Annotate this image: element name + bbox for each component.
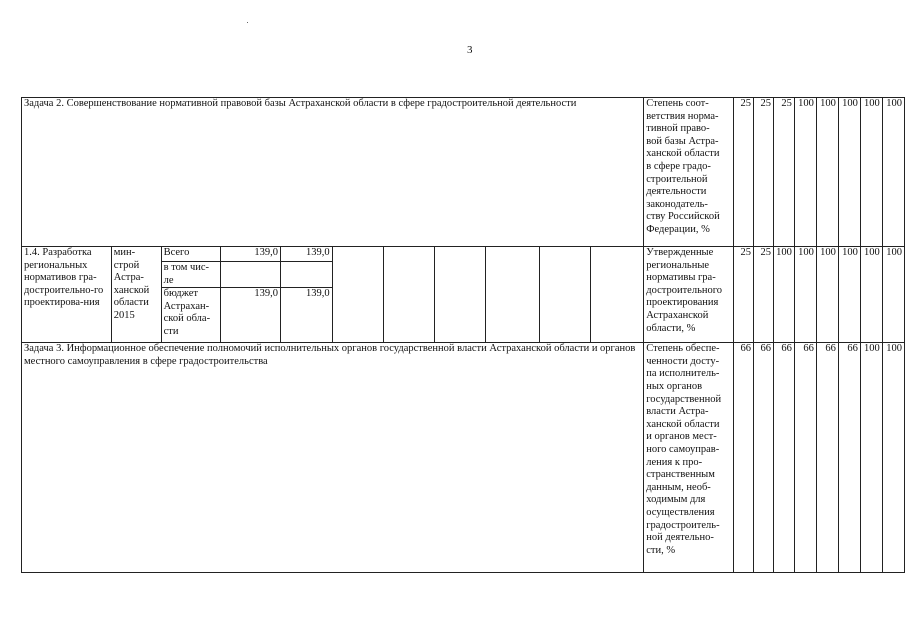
task3-title: Задача 3. Информационное обеспечение полномочий исполнительных органов государственной власти Астраханской области и органов местного самоуправления в сфере градостроительства — [24, 343, 636, 367]
task2-value: 100 — [882, 98, 904, 247]
row14-value: 100 — [773, 247, 794, 343]
row14-indicator-cell — [644, 247, 734, 343]
task3-value: 100 — [882, 343, 904, 573]
task2-value: 25 — [734, 98, 754, 247]
row14-value: 25 — [734, 247, 754, 343]
task2-value: 100 — [816, 98, 838, 247]
task2-value: 100 — [838, 98, 860, 247]
row14-indicator: Утвержденные региональные нормативы гра- достроительного проектирования Астраханской области, % — [646, 247, 723, 334]
program-table — [21, 97, 905, 573]
page-number: 3 — [467, 44, 473, 56]
amount-total: 139,0 — [221, 247, 281, 262]
scan-speck — [247, 22, 248, 23]
task3-row — [22, 343, 905, 573]
task3-title-cell — [22, 343, 644, 573]
task2-row — [22, 98, 905, 247]
task2-value: 100 — [794, 98, 816, 247]
amount-budget-year: 139,0 — [280, 288, 332, 343]
empty-cell — [332, 247, 383, 343]
task3-value: 66 — [754, 343, 774, 573]
task2-value: 100 — [860, 98, 882, 247]
task3-indicator: Степень обеспе- ченности досту- па исполнитель- ных органов государственной власти Астра- ханской области и органов мест- ного самоупрaв- ления к про- странственным данным, необ- ходимым для осуществления градостроитель- ной деятельно- сти, % — [646, 343, 722, 556]
task3-value: 66 — [734, 343, 754, 573]
task3-value: 66 — [773, 343, 794, 573]
empty-cell — [486, 247, 539, 343]
activity-row — [22, 247, 905, 262]
task2-title: Задача 2. Совершенствование нормативной правовой базы Астраханской области в сфере градостроительной деятельности — [24, 98, 577, 109]
source-budget: бюджет Астрахан-ской обла-сти — [161, 288, 221, 343]
empty-cell — [435, 247, 486, 343]
task2-indicator: Степень соот- ветствия норма- тивной право- вой базы Астра- ханской области в сфере градо- строительной деятельности законодатель- ству Российской Федерации, % — [646, 98, 720, 235]
empty-cell — [590, 247, 643, 343]
task3-value: 66 — [816, 343, 838, 573]
task2-indicator-cell — [644, 98, 734, 247]
task2-title-cell — [22, 98, 644, 247]
executor: мин-строй Астра-ханской области 2015 — [113, 247, 150, 321]
task3-value: 66 — [794, 343, 816, 573]
row14-value: 100 — [882, 247, 904, 343]
executor-cell — [111, 247, 161, 343]
activity-name-cell — [22, 247, 112, 343]
amount-including — [221, 262, 281, 288]
amount-budget: 139,0 — [221, 288, 281, 343]
amount-year: 139,0 — [280, 247, 332, 262]
task3-value: 66 — [838, 343, 860, 573]
source-total: Всего — [161, 247, 221, 262]
task3-indicator-cell — [644, 343, 734, 573]
row14-value: 100 — [838, 247, 860, 343]
task2-value: 25 — [773, 98, 794, 247]
task3-value: 100 — [860, 343, 882, 573]
empty-cell — [539, 247, 590, 343]
row14-value: 100 — [794, 247, 816, 343]
activity-name: 1.4. Разработка региональных нормативов гра-достроительно-го проектирова-ния — [24, 247, 104, 309]
task2-value: 25 — [754, 98, 774, 247]
amount-including-year — [280, 262, 332, 288]
row14-value: 100 — [816, 247, 838, 343]
source-including: в том чис-ле — [161, 262, 221, 288]
empty-cell — [383, 247, 434, 343]
row14-value: 25 — [754, 247, 774, 343]
row14-value: 100 — [860, 247, 882, 343]
